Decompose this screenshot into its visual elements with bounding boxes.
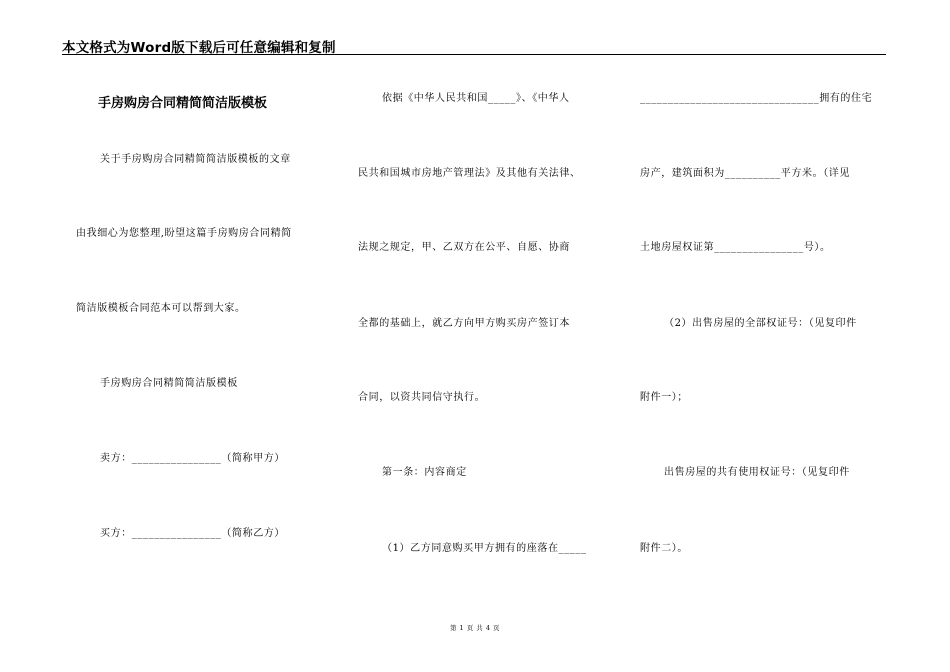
paragraph-line: 房产，建筑面积为__________平方米。（详见: [640, 168, 850, 179]
paragraph-line: 法规之规定，甲、乙双方在公平、自愿、协商: [358, 242, 570, 253]
paragraph-line: （1）乙方同意购买甲方拥有的座落在_____: [382, 543, 587, 554]
header-divider: [62, 54, 886, 55]
paragraph-line: 民共和国城市房地产管理法》及其他有关法律、: [358, 168, 581, 179]
paragraph-line: 由我细心为您整理,盼望这篇手房购房合同精简: [76, 228, 292, 239]
paragraph-line: 手房购房合同精简简洁版模板: [100, 378, 238, 389]
paragraph-line: 依据《中华人民共和国_____》、《中华人: [382, 93, 570, 104]
article-heading: 第一条：内容商定: [382, 467, 467, 478]
paragraph-line: 附件一）；: [640, 392, 688, 403]
paragraph-line: 简洁版模板合同范本可以帮到大家。: [76, 303, 246, 314]
paragraph-line: 合同，以资共同信守执行。: [358, 392, 486, 403]
paragraph-line: ________________________________拥有的住宅: [640, 93, 873, 104]
paragraph-line: 附件二）。: [640, 543, 688, 554]
paragraph-line: 关于手房购房合同精简简洁版模板的文章: [100, 154, 291, 165]
paragraph-line: 全都的基础上，就乙方向甲方购买房产签订本: [358, 318, 570, 329]
document-header-title: 本文格式为Word版下载后可任意编辑和复制: [62, 40, 336, 56]
page-number: 第 1 页 共 4 页: [449, 624, 501, 632]
seller-line: 卖方：________________（简称甲方）: [100, 453, 285, 464]
buyer-line: 买方：________________（简称乙方）: [100, 528, 285, 539]
document-title: 手房购房合同精简简洁版模板: [98, 96, 268, 111]
paragraph-line: 土地房屋权证第________________号）。: [640, 242, 831, 253]
paragraph-line: （2）出售房屋的全部权证号：（见复印件: [664, 318, 857, 329]
paragraph-line: 出售房屋的共有使用权证号：（见复印件: [664, 467, 850, 478]
